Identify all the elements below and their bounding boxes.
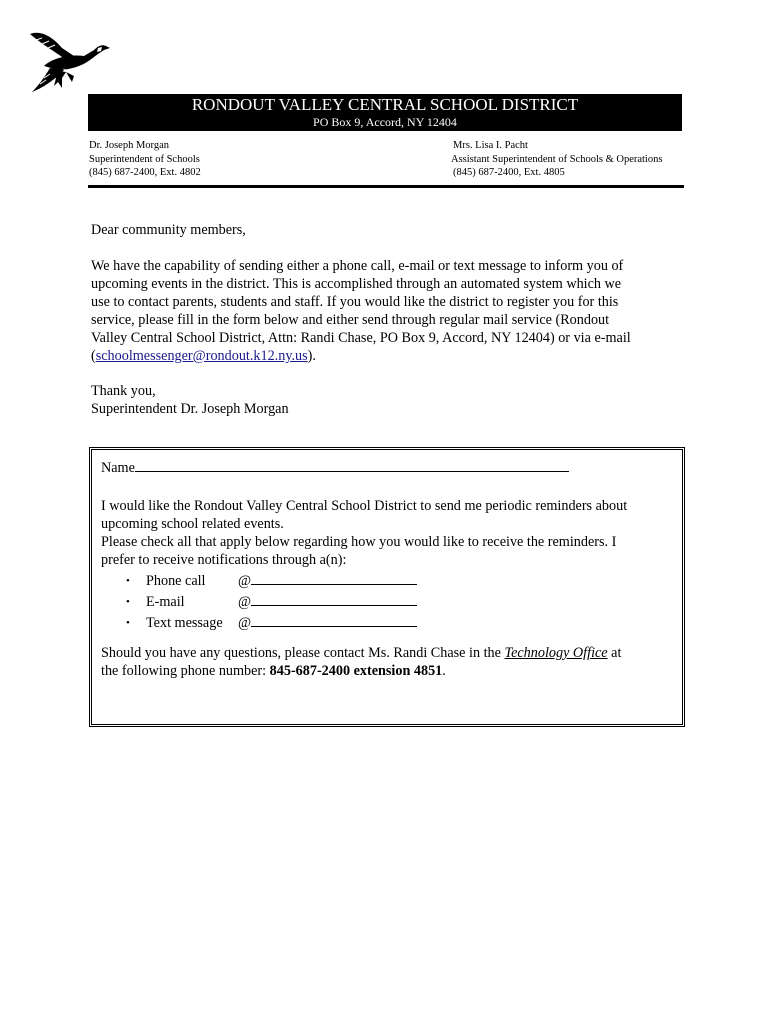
at-symbol: @ [238, 615, 252, 631]
option-phone-call [101, 571, 667, 592]
bullet-icon: • [126, 596, 130, 608]
form-content [101, 459, 667, 680]
option-label: E-mail [146, 594, 185, 610]
phone-call-field[interactable] [251, 584, 417, 585]
header-divider [88, 185, 684, 188]
contact-line [101, 644, 667, 662]
district-email-link[interactable]: schoolmessenger@rondout.k12.ny.us [95, 348, 308, 364]
name-row [101, 459, 667, 477]
superintendent-name: Dr. Joseph Morgan [89, 140, 170, 151]
form-intro-line: I would like the Rondout Valley Central School District to send me periodic reminders about [101, 498, 628, 514]
district-name: RONDOUT VALLEY CENTRAL SCHOOL DISTRICT [191, 95, 579, 114]
letter-body-line: We have the capability of sending either a phone call, e-mail or text message to inform you of [91, 258, 624, 274]
superintendent-phone: (845) 687-2400, Ext. 4802 [89, 167, 201, 178]
assistant-superintendent-info [451, 139, 662, 180]
at-symbol: @ [238, 573, 252, 589]
name-field[interactable] [135, 471, 569, 472]
contact-line [101, 662, 667, 680]
district-header [88, 94, 682, 131]
form-intro-line: prefer to receive notifications through a(n): [101, 552, 347, 568]
contact-text: at [607, 645, 622, 661]
option-email [101, 592, 667, 613]
paren-close: ). [307, 348, 316, 364]
email-field[interactable] [251, 605, 417, 606]
bullet-icon: • [126, 617, 130, 629]
form-intro-line: upcoming school related events. [101, 516, 284, 532]
form-intro-line: Please check all that apply below regarding how you would like to receive the reminders. I [101, 534, 617, 550]
superintendent-title: Superintendent of Schools [89, 153, 200, 165]
assistant-superintendent-title: Assistant Superintendent of Schools & Operations [451, 153, 663, 165]
letter-body-line: Valley Central School District, Attn: Randi Chase, PO Box 9, Accord, NY 12404) or via e-mail [91, 330, 631, 346]
contact-info [101, 644, 667, 680]
closing-text: Thank you, [91, 383, 156, 399]
contact-text: Should you have any questions, please contact Ms. Randi Chase in the [101, 645, 505, 661]
letter-body-line: use to contact parents, students and staff. If you would like the district to register you for this [91, 294, 619, 310]
salutation: Dear community members, [91, 222, 246, 238]
assistant-superintendent-name: Mrs. Lisa I. Pacht [453, 140, 528, 151]
letter-body [91, 257, 681, 365]
contact-phone: 845-687-2400 extension 4851 [269, 663, 443, 679]
option-label: Phone call [146, 573, 206, 589]
form-intro [101, 497, 667, 569]
option-text-message [101, 613, 667, 634]
signature-text: Superintendent Dr. Joseph Morgan [91, 401, 289, 417]
letter-closing [91, 382, 681, 418]
text-message-field[interactable] [251, 626, 417, 627]
registration-form [89, 447, 685, 727]
paren-open: ( [91, 348, 96, 364]
notification-options [101, 571, 667, 634]
technology-office-link[interactable]: Technology Office [504, 645, 608, 661]
letter-body-line: upcoming events in the district. This is accomplished through an automated system which we [91, 276, 622, 292]
district-address: PO Box 9, Accord, NY 12404 [313, 115, 457, 129]
at-symbol: @ [238, 594, 252, 610]
bullet-icon: • [126, 575, 130, 587]
option-label: Text message [146, 615, 223, 631]
superintendent-info [89, 139, 201, 180]
letter-body-line: service, please fill in the form below and either send through regular mail service (Rondout [91, 312, 610, 328]
letter-email-line [91, 347, 681, 365]
canada-goose-logo-icon [22, 26, 112, 96]
name-label: Name [101, 460, 135, 476]
assistant-superintendent-phone: (845) 687-2400, Ext. 4805 [453, 167, 565, 178]
contact-text: . [442, 663, 446, 679]
contact-text: the following phone number: [101, 663, 270, 679]
